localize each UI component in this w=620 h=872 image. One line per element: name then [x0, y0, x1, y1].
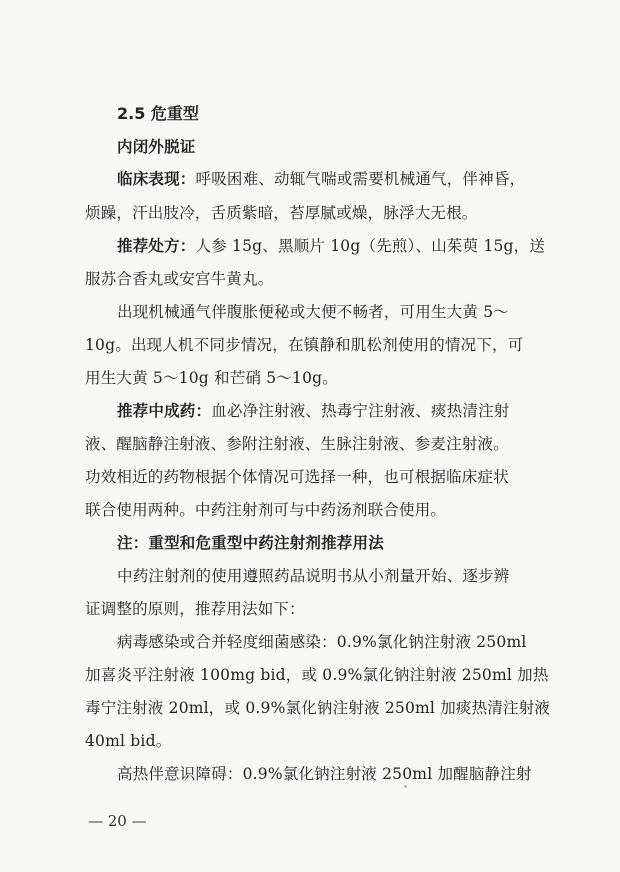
prescription-label: 推荐处方： [117, 237, 196, 255]
section-heading: 2.5 危重型 [117, 104, 199, 123]
viral-line-1: 病毒感染或合并轻度细菌感染：0.9%氯化钠注射液 250ml [117, 633, 527, 651]
addition-line-3: 用生大黄 5～10g 和芒硝 5～10g。 [85, 369, 338, 387]
viral-line-2: 加喜炎平注射液 100mg bid，或 0.9%氯化钠注射液 250ml 加热 [85, 666, 549, 684]
patent-text-1: 血必净注射液、热毒宁注射液、痰热清注射 [211, 402, 510, 420]
patent-line-4: 联合使用两种。中药注射剂可与中药汤剂联合使用。 [85, 501, 447, 519]
fever-line-1: 高热伴意识障碍：0.9%氯化钠注射液 250ml 加醒脑静注射 [117, 765, 532, 783]
patent-line-1 [117, 401, 510, 421]
clinical-label: 临床表现： [117, 170, 196, 188]
patent-label: 推荐中成药： [117, 402, 212, 420]
usage-line-1: 中药注射剂的使用遵照药品说明书从小剂量开始、逐步辨 [117, 567, 510, 585]
patent-line-3: 功效相近的药物根据个体情况可选择一种，也可根据临床症状 [85, 468, 509, 486]
prescription-text-1: 人参 15g、黑顺片 10g（先煎）、山茱萸 15g，送 [195, 237, 546, 255]
scan-speck [404, 785, 407, 788]
addition-line-2: 10g。出现人机不同步情况，在镇静和肌松剂使用的情况下，可 [85, 336, 524, 354]
viral-line-3: 毒宁注射液 20ml，或 0.9%氯化钠注射液 250ml 加痰热清注射液 [85, 699, 551, 717]
addition-line-1: 出现机械通气伴腹胀便秘或大便不畅者，可用生大黄 5～ [117, 303, 509, 321]
prescription-line-1 [117, 236, 545, 256]
note-heading: 注：重型和危重型中药注射剂推荐用法 [117, 534, 384, 552]
viral-line-4: 40ml bid。 [85, 732, 172, 750]
patent-line-2: 液、醒脑静注射液、参附注射液、生脉注射液、参麦注射液。 [85, 435, 509, 453]
clinical-text-1: 呼吸困难、动辄气喘或需要机械通气，伴神昏， [195, 170, 526, 188]
prescription-line-2: 服苏合香丸或安宫牛黄丸。 [85, 270, 274, 288]
page-number: — 20 — [88, 812, 147, 830]
syndrome-heading: 内闭外脱证 [117, 138, 196, 156]
usage-line-2: 证调整的原则，推荐用法如下： [85, 600, 305, 618]
clinical-line-1 [117, 169, 525, 189]
clinical-line-2: 烦躁，汗出肢冷，舌质紫暗，苔厚腻或燥，脉浮大无根。 [85, 204, 478, 222]
